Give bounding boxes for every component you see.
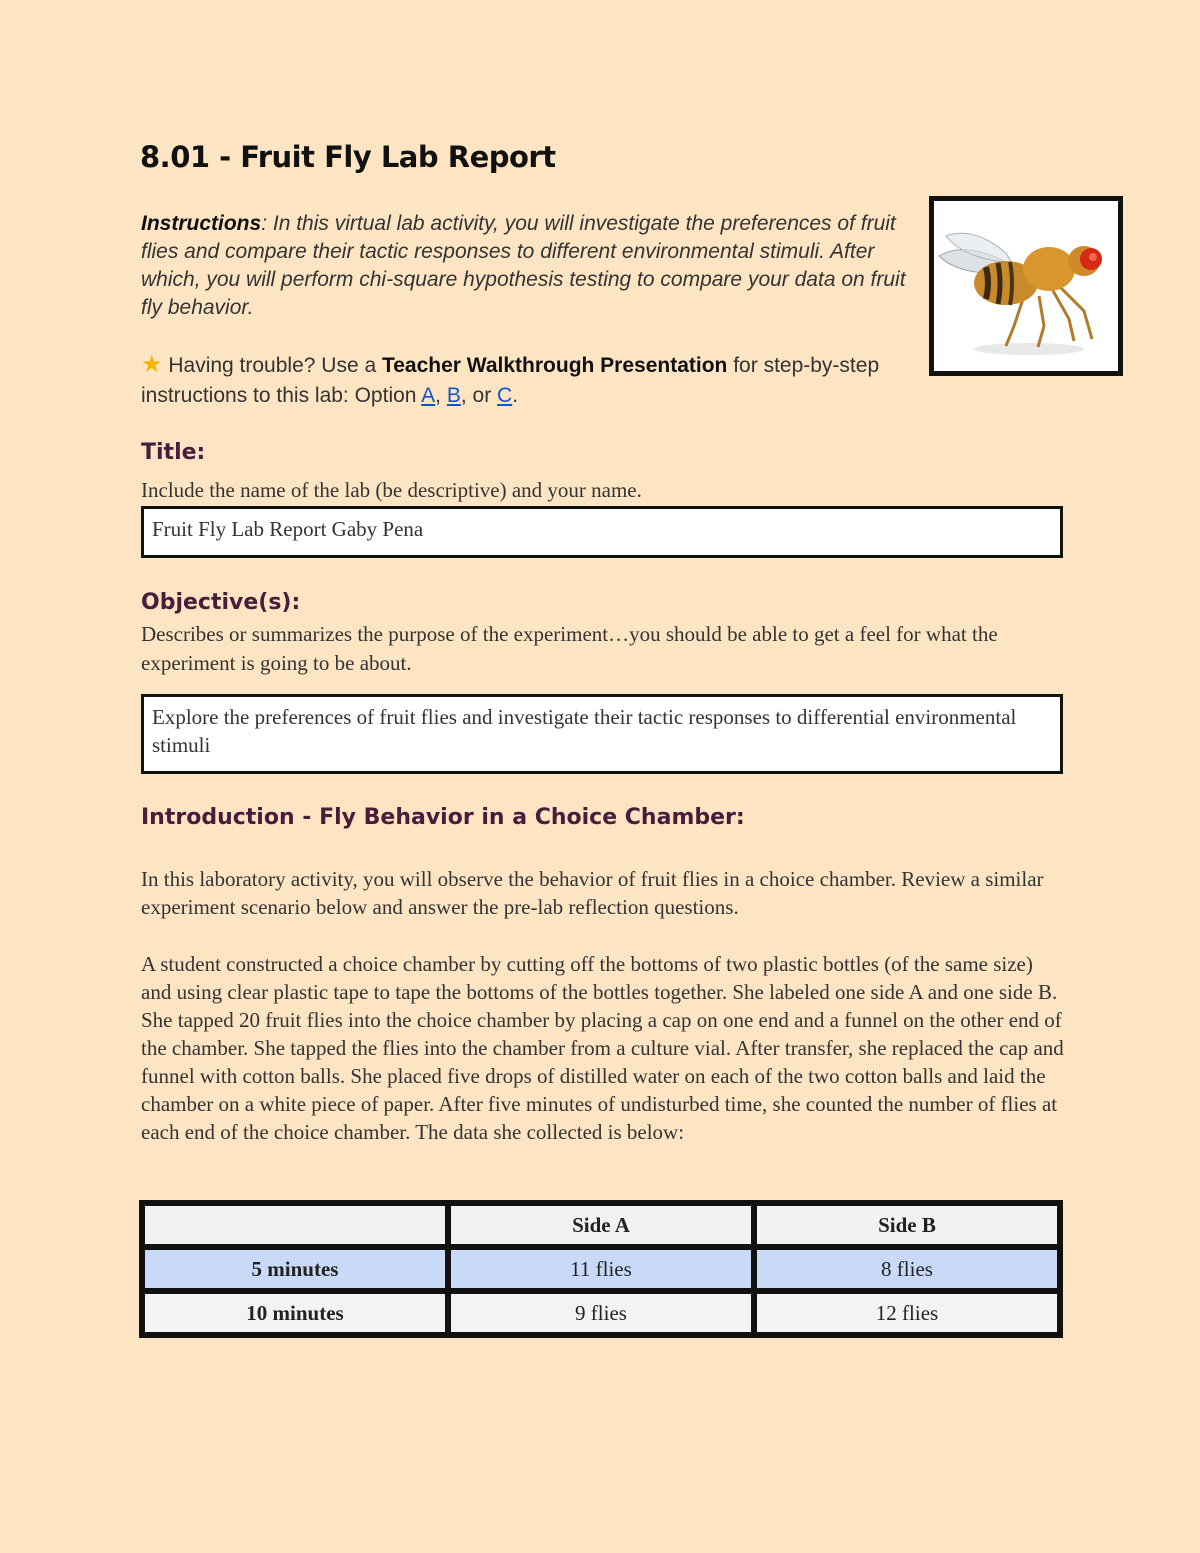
- objective-heading: Objective(s):: [141, 590, 301, 615]
- fruit-fly-illustration: [934, 201, 1118, 371]
- option-c-link[interactable]: C: [497, 384, 513, 407]
- table-header-empty: [145, 1206, 445, 1244]
- instructions-paragraph: [141, 210, 926, 322]
- fly-count-table: [139, 1200, 1063, 1338]
- fruit-fly-image: [929, 196, 1123, 376]
- title-answer-box[interactable]: Fruit Fly Lab Report Gaby Pena: [141, 506, 1063, 558]
- table-cell-side-a: 9 flies: [451, 1294, 751, 1332]
- page-title: 8.01 - Fruit Fly Lab Report: [140, 140, 556, 174]
- table-header-side-a: Side A: [451, 1206, 751, 1244]
- walkthrough-suffix: for step-by-step instructions to this lab: Option: [141, 354, 880, 407]
- introduction-paragraph-2: A student constructed a choice chamber by cutting off the bottoms of two plastic bottles (of the same size) and using clear plastic tape to tape the bottoms of the bottles together. She labeled one side A and one side B. She tapped 20 fruit flies into the choice chamber by placing a cap on one end and a funnel on the other end of the chamber. She tapped the flies into the chamber from a culture vial. After transfer, she replaced the cap and funnel with cotton balls. She placed five drops of distilled water on each of the two cotton balls and laid the chamber on a white piece of paper. After five minutes of undisturbed time, she counted the number of flies at each end of the choice chamber. The data she collected is below:: [141, 952, 1064, 1144]
- objective-description: Describes or summarizes the purpose of the experiment…you should be able to get a feel for what the experiment is going to be about.: [141, 622, 998, 675]
- walkthrough-note: [141, 350, 921, 411]
- table-cell-time: 10 minutes: [145, 1294, 445, 1332]
- table-header-side-b: Side B: [757, 1206, 1057, 1244]
- table-row: [145, 1250, 1057, 1288]
- walkthrough-prefix: Having trouble? Use a: [162, 354, 382, 377]
- title-description: Include the name of the lab (be descriptive) and your name.: [141, 478, 642, 502]
- table-cell-time: 5 minutes: [145, 1250, 445, 1288]
- star-icon: ★: [141, 351, 163, 378]
- objective-answer-box[interactable]: Explore the preferences of fruit flies and investigate their tactic responses to differential environmental stimuli: [141, 694, 1063, 774]
- instructions-label: Instructions: [141, 212, 262, 235]
- instructions-text: : In this virtual lab activity, you will investigate the preferences of fruit flies and compare their tactic responses to different environmental stimuli. After which, you will perform chi-square hypothesis testing to compare your data on fruit fly behavior.: [141, 212, 906, 319]
- table-cell-side-a: 11 flies: [451, 1250, 751, 1288]
- introduction-paragraph-1: In this laboratory activity, you will observe the behavior of fruit flies in a choice chamber. Review a similar experiment scenario below and answer the pre-lab reflection questions.: [141, 867, 1044, 919]
- table-header-row: [145, 1206, 1057, 1244]
- walkthrough-bold: Teacher Walkthrough Presentation: [381, 354, 728, 377]
- title-heading: Title:: [141, 440, 206, 465]
- table-row: [145, 1294, 1057, 1332]
- separator-2: , or: [460, 384, 498, 407]
- option-a-link[interactable]: A: [421, 384, 436, 407]
- introduction-heading: Introduction - Fly Behavior in a Choice Chamber:: [141, 805, 745, 830]
- option-b-link[interactable]: B: [446, 384, 461, 407]
- table-cell-side-b: 12 flies: [757, 1294, 1057, 1332]
- walkthrough-end: .: [512, 384, 519, 407]
- table-cell-side-b: 8 flies: [757, 1250, 1057, 1288]
- separator-1: ,: [435, 384, 447, 407]
